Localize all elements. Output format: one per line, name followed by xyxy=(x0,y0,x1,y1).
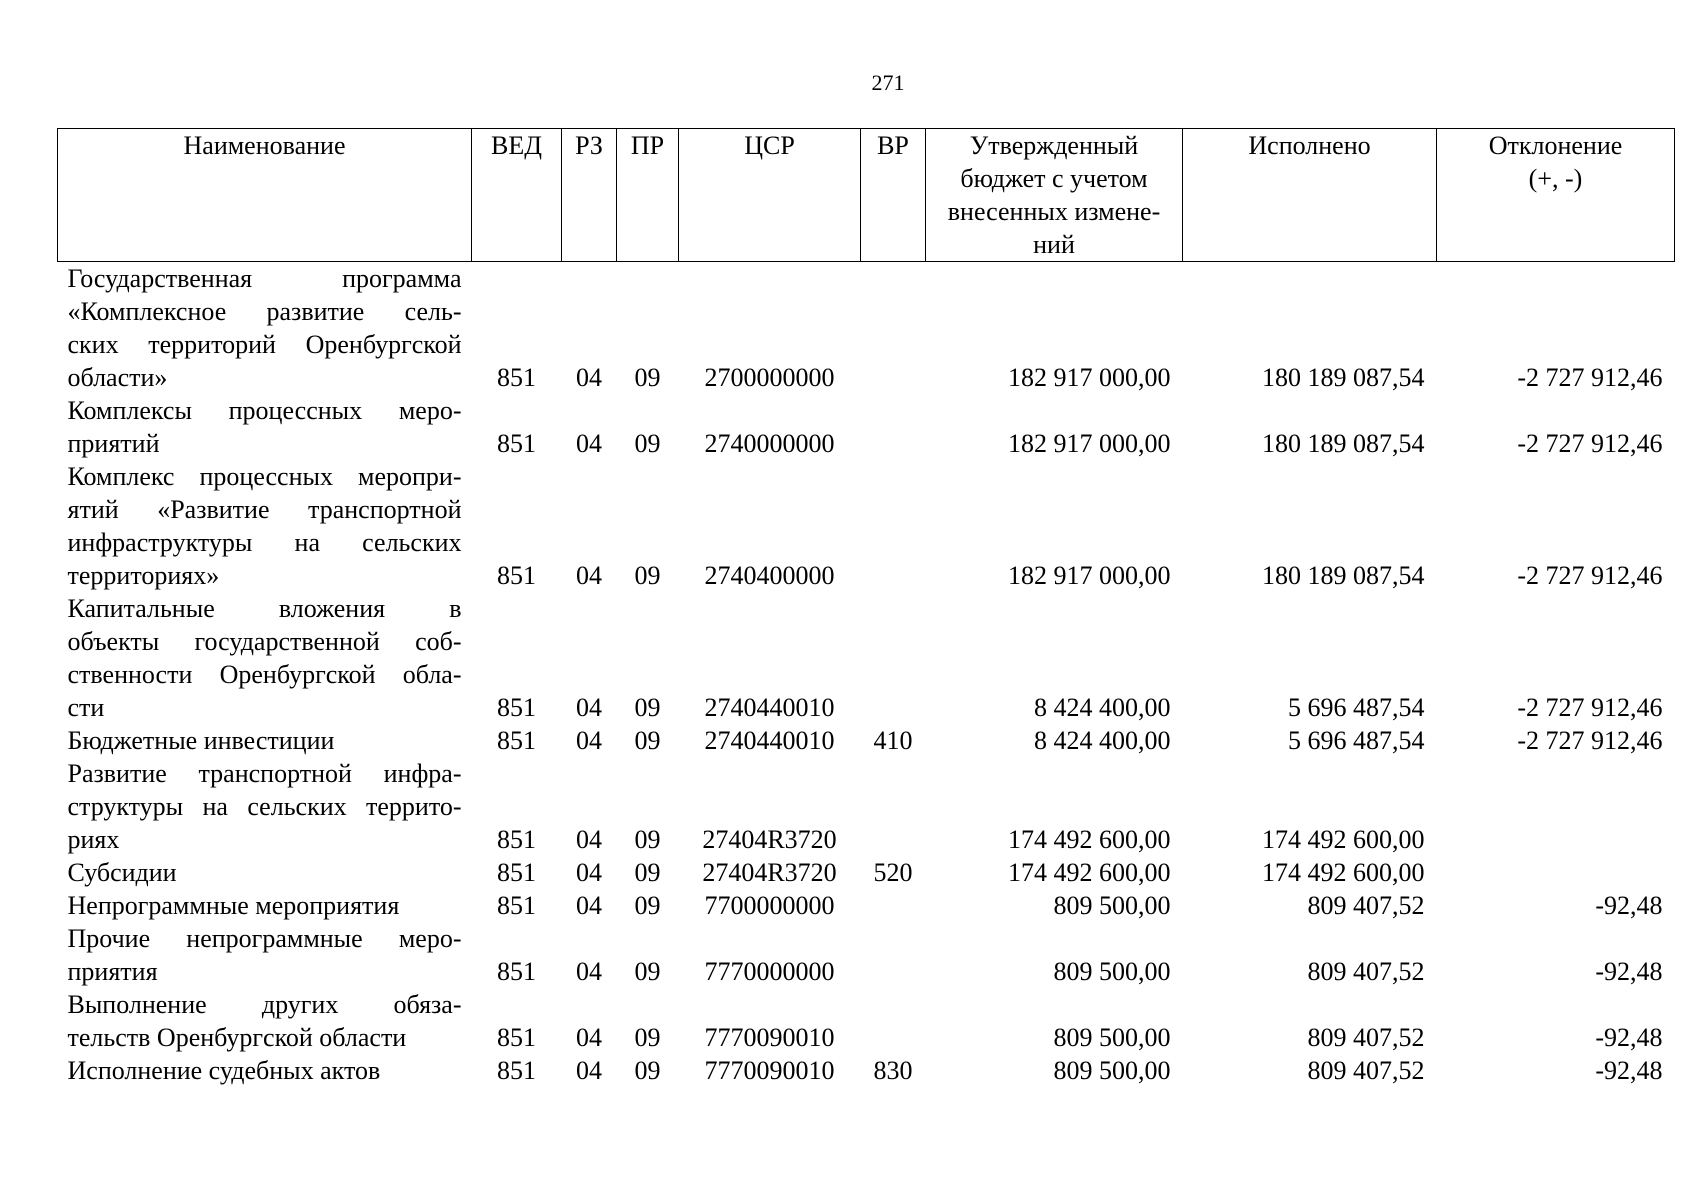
row-executed: 809 407,52 xyxy=(1307,957,1425,986)
table-row xyxy=(58,757,1675,856)
row-executed: 174 492 600,00 xyxy=(1262,858,1425,887)
row-executed: 809 407,52 xyxy=(1307,891,1425,920)
row-executed: 5 696 487,54 xyxy=(1288,726,1425,755)
row-name-line: объекты государственной соб- xyxy=(67,627,462,656)
row-name xyxy=(58,856,472,889)
page-number: 271 xyxy=(871,70,905,95)
row-vr xyxy=(861,889,926,922)
row-ved: 851 xyxy=(497,561,536,590)
row-name xyxy=(58,988,472,1054)
row-name-line: территориях» xyxy=(67,561,220,590)
row-name-line: приятия xyxy=(67,957,158,986)
row-name xyxy=(58,460,472,592)
row-csr: 27404R3720 xyxy=(702,825,837,854)
row-rz: 04 xyxy=(576,726,602,755)
row-approved: 8 424 400,00 xyxy=(1034,693,1171,722)
row-name-line: Комплексы процессных меро- xyxy=(67,396,462,425)
row-ved: 851 xyxy=(497,1056,536,1085)
row-name-line: области» xyxy=(67,363,168,392)
header-csr: ЦСР xyxy=(679,129,861,262)
row-deviation: -92,48 xyxy=(1595,1023,1663,1052)
row-rz: 04 xyxy=(576,429,602,458)
row-rz: 04 xyxy=(576,1023,602,1052)
table-row xyxy=(58,1054,1675,1087)
header-rz: РЗ xyxy=(562,129,617,262)
row-csr: 2740440010 xyxy=(704,726,835,755)
header-approved-line: Утвержденный xyxy=(969,131,1139,160)
row-name-line: Исполнение судебных актов xyxy=(67,1056,381,1085)
header-pr: ПР xyxy=(617,129,679,262)
table-row xyxy=(58,394,1675,460)
row-executed: 5 696 487,54 xyxy=(1288,693,1425,722)
row-pr: 09 xyxy=(634,363,661,392)
row-ved: 851 xyxy=(497,1023,536,1052)
row-vr xyxy=(861,460,926,592)
table-row xyxy=(58,856,1675,889)
row-name-line: Комплекс процессных меропри- xyxy=(67,462,462,491)
row-vr: 410 xyxy=(873,726,913,755)
row-name xyxy=(58,757,472,856)
row-executed: 180 189 087,54 xyxy=(1262,429,1425,458)
row-vr: 830 xyxy=(873,1056,913,1085)
row-rz: 04 xyxy=(576,957,602,986)
row-csr: 7700000000 xyxy=(704,891,835,920)
table-row xyxy=(58,460,1675,592)
table-header-row xyxy=(58,129,1675,262)
row-pr: 09 xyxy=(634,825,661,854)
row-name-line: Выполнение других обяза- xyxy=(67,990,462,1019)
row-pr: 09 xyxy=(634,891,661,920)
row-vr: 520 xyxy=(873,858,913,887)
header-name: Наименование xyxy=(58,129,472,262)
row-ved: 851 xyxy=(497,363,536,392)
row-approved: 8 424 400,00 xyxy=(1034,726,1171,755)
row-csr: 7770090010 xyxy=(704,1023,835,1052)
row-csr: 2740000000 xyxy=(704,429,835,458)
row-name-line: риях xyxy=(67,825,120,854)
row-approved: 182 917 000,00 xyxy=(1008,429,1171,458)
header-executed: Исполнено xyxy=(1183,129,1437,262)
header-approved-line: ний xyxy=(1033,230,1075,259)
row-ved: 851 xyxy=(497,429,536,458)
table-row xyxy=(58,988,1675,1054)
row-ved: 851 xyxy=(497,693,536,722)
header-ved: ВЕД xyxy=(472,129,562,262)
row-name-line: структуры на сельских террито- xyxy=(67,792,462,821)
row-approved: 809 500,00 xyxy=(1053,891,1171,920)
row-deviation: -2 727 912,46 xyxy=(1517,363,1663,392)
row-rz: 04 xyxy=(576,825,602,854)
row-rz: 04 xyxy=(576,561,602,590)
row-rz: 04 xyxy=(576,858,602,887)
row-ved: 851 xyxy=(497,891,536,920)
row-deviation xyxy=(1437,856,1675,889)
row-ved: 851 xyxy=(497,726,536,755)
row-deviation: -92,48 xyxy=(1595,1056,1663,1085)
row-pr: 09 xyxy=(634,693,661,722)
row-csr: 2740440010 xyxy=(704,693,835,722)
row-name-line: ственности Оренбургской обла- xyxy=(67,660,462,689)
row-deviation: -2 727 912,46 xyxy=(1517,429,1663,458)
row-vr xyxy=(861,922,926,988)
row-executed: 174 492 600,00 xyxy=(1262,825,1425,854)
row-name-line: Прочие непрограммные меро- xyxy=(67,924,462,953)
row-csr: 27404R3720 xyxy=(702,858,837,887)
row-csr: 2740400000 xyxy=(704,561,835,590)
row-deviation: -2 727 912,46 xyxy=(1517,726,1663,755)
row-name-line: Бюджетные инвестиции xyxy=(67,726,335,755)
row-csr: 7770090010 xyxy=(704,1056,835,1085)
row-name-line: Субсидии xyxy=(67,858,177,887)
row-executed: 180 189 087,54 xyxy=(1262,363,1425,392)
row-executed: 180 189 087,54 xyxy=(1262,561,1425,590)
row-approved: 174 492 600,00 xyxy=(1008,825,1171,854)
row-approved: 182 917 000,00 xyxy=(1008,363,1171,392)
row-csr: 7770000000 xyxy=(704,957,835,986)
row-approved: 174 492 600,00 xyxy=(1008,858,1171,887)
table-row xyxy=(58,922,1675,988)
row-pr: 09 xyxy=(634,858,661,887)
header-deviation xyxy=(1437,129,1675,262)
row-name xyxy=(58,724,472,757)
row-name-line: тельств Оренбургской области xyxy=(67,1023,407,1052)
row-rz: 04 xyxy=(576,1056,602,1085)
row-deviation: -92,48 xyxy=(1595,957,1663,986)
row-deviation xyxy=(1437,757,1675,856)
table-row xyxy=(58,889,1675,922)
row-deviation: -2 727 912,46 xyxy=(1517,693,1663,722)
row-approved: 809 500,00 xyxy=(1053,957,1171,986)
row-deviation: -2 727 912,46 xyxy=(1517,561,1663,590)
row-approved: 182 917 000,00 xyxy=(1008,561,1171,590)
row-vr xyxy=(861,592,926,724)
row-vr xyxy=(861,988,926,1054)
row-pr: 09 xyxy=(634,726,661,755)
row-rz: 04 xyxy=(576,363,602,392)
table-row xyxy=(58,724,1675,757)
row-rz: 04 xyxy=(576,891,602,920)
row-name-line: ятий «Развитие транспортной xyxy=(67,495,462,524)
row-name xyxy=(58,1054,472,1087)
row-name-line: инфраструктуры на сельских xyxy=(67,528,462,557)
row-executed: 809 407,52 xyxy=(1307,1056,1425,1085)
row-pr: 09 xyxy=(634,429,661,458)
row-name xyxy=(58,889,472,922)
budget-table xyxy=(57,128,1675,1087)
table-row xyxy=(58,262,1675,395)
row-approved: 809 500,00 xyxy=(1053,1023,1171,1052)
row-pr: 09 xyxy=(634,957,661,986)
row-pr: 09 xyxy=(634,561,661,590)
row-name-line: Капитальные вложения в xyxy=(67,594,462,623)
row-name xyxy=(58,394,472,460)
header-approved xyxy=(926,129,1183,262)
row-name-line: сти xyxy=(67,693,105,722)
row-name-line: Непрограммные мероприятия xyxy=(67,891,400,920)
row-vr xyxy=(861,757,926,856)
row-vr xyxy=(861,394,926,460)
row-name-line: ских территорий Оренбургской xyxy=(67,330,462,359)
header-deviation-line: (+, -) xyxy=(1528,164,1583,193)
row-approved: 809 500,00 xyxy=(1053,1056,1171,1085)
table-body xyxy=(58,262,1675,1088)
header-deviation-line: Отклонение xyxy=(1488,131,1623,160)
row-name-line: Государственная программа xyxy=(67,264,462,293)
row-csr: 2700000000 xyxy=(704,363,835,392)
row-rz: 04 xyxy=(576,693,602,722)
header-approved-line: бюджет с учетом xyxy=(960,164,1148,193)
row-pr: 09 xyxy=(634,1023,661,1052)
row-ved: 851 xyxy=(497,957,536,986)
row-ved: 851 xyxy=(497,825,536,854)
table-row xyxy=(58,592,1675,724)
row-pr: 09 xyxy=(634,1056,661,1085)
row-name xyxy=(58,922,472,988)
row-name-line: Развитие транспортной инфра- xyxy=(67,759,462,788)
row-name xyxy=(58,592,472,724)
row-name-line: «Комплексное развитие сель- xyxy=(67,297,462,326)
row-deviation: -92,48 xyxy=(1595,891,1663,920)
row-vr xyxy=(861,262,926,395)
row-executed: 809 407,52 xyxy=(1307,1023,1425,1052)
row-name xyxy=(58,262,472,395)
header-vr: ВР xyxy=(861,129,926,262)
row-name-line: приятий xyxy=(67,429,160,458)
header-approved-line: внесенных измене- xyxy=(947,197,1161,226)
row-ved: 851 xyxy=(497,858,536,887)
